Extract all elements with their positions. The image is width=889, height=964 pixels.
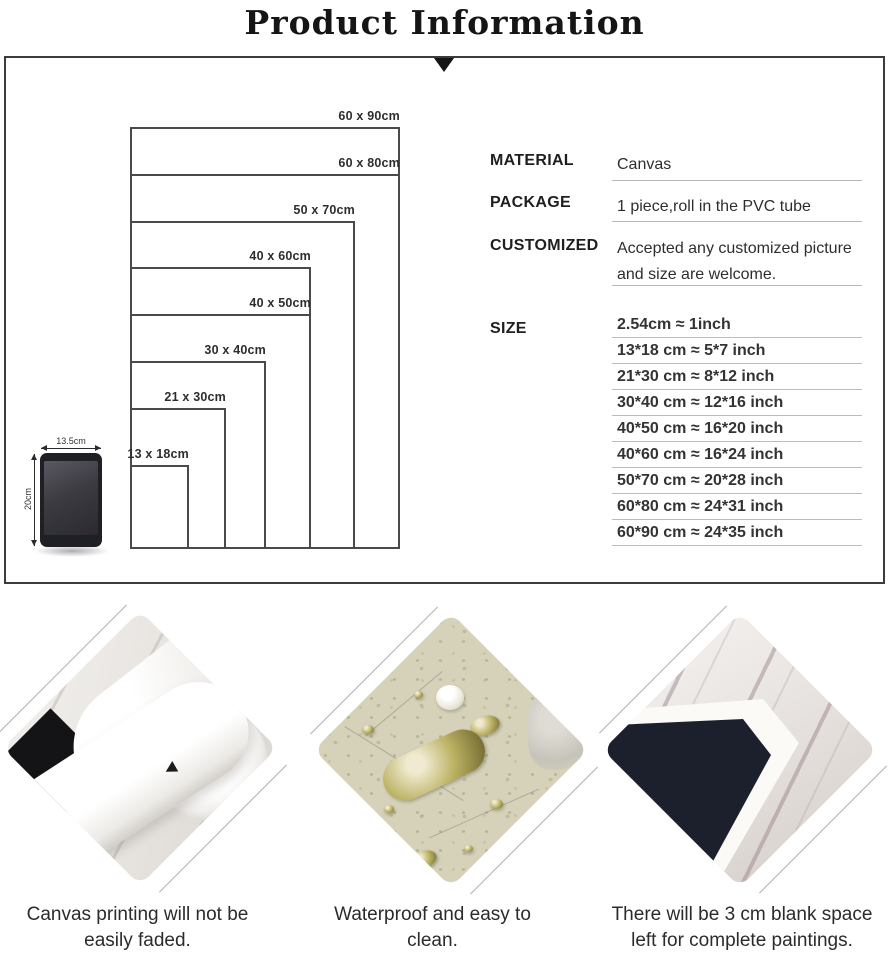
height-arrow [34, 454, 35, 546]
customized-label: CUSTOMIZED [490, 237, 599, 254]
photo-content [314, 613, 588, 887]
size-label-40x60: 40 x 60cm [249, 249, 311, 263]
water-droplet [362, 725, 374, 734]
divider [612, 285, 862, 286]
size-conversion-row: 40*50 cm ≈ 16*20 inch [612, 416, 862, 442]
tablet-image [40, 453, 102, 547]
size-conversion-row: 60*80 cm ≈ 24*31 inch [612, 494, 862, 520]
feature-photo-canvas-roll [3, 611, 277, 885]
feature-caption-fade: Canvas printing will not be easily faded. [26, 904, 249, 951]
divider [612, 180, 862, 181]
water-droplet [436, 685, 464, 710]
feature-photo-waterproof [314, 613, 588, 887]
photo-content [603, 613, 877, 887]
size-conversion-row: 21*30 cm ≈ 8*12 inch [612, 364, 862, 390]
down-arrow-icon [434, 58, 454, 72]
size-rect-13x18 [130, 465, 189, 549]
size-conversion-row: 50*70 cm ≈ 20*28 inch [612, 468, 862, 494]
water-droplet [384, 805, 394, 813]
size-label-30x40: 30 x 40cm [204, 343, 266, 357]
width-arrow [41, 448, 101, 449]
water-droplet [464, 845, 473, 852]
size-label-40x50: 40 x 50cm [249, 296, 311, 310]
feature-photo-blank-space [603, 613, 877, 887]
size-label-60x90: 60 x 90cm [338, 109, 400, 123]
material-label: MATERIAL [490, 152, 574, 169]
water-droplet [490, 799, 503, 809]
size-label-21x30: 21 x 30cm [164, 390, 226, 404]
size-conversion-row: 60*90 cm ≈ 24*35 inch [612, 520, 862, 546]
page-title: Product Information [244, 3, 645, 42]
package-label: PACKAGE [490, 194, 571, 211]
tablet-width-label: 13.5cm [56, 436, 86, 446]
material-value: Canvas [617, 156, 672, 173]
feature-caption-waterproof: Waterproof and easy to clean. [334, 904, 531, 951]
photo-content [3, 611, 277, 885]
water-splash [528, 688, 588, 770]
water-droplet [414, 691, 423, 698]
size-conversion-row: 13*18 cm ≈ 5*7 inch [612, 338, 862, 364]
size-conversion-row: 40*60 cm ≈ 16*24 inch [612, 442, 862, 468]
tablet-screen [44, 461, 98, 535]
feature-caption-blank-space: There will be 3 cm blank space left for complete paintings. [611, 904, 873, 951]
customized-value: Accepted any customized picture and size are welcome. [617, 240, 852, 283]
size-label-13x18: 13 x 18cm [127, 447, 189, 461]
size-label-50x70: 50 x 70cm [293, 203, 355, 217]
size-table-label: SIZE [490, 320, 527, 337]
size-conversion-row: 2.54cm ≈ 1inch [612, 312, 862, 338]
tablet-height-label: 20cm [23, 488, 33, 511]
divider [612, 221, 862, 222]
package-value: 1 piece,roll in the PVC tube [617, 198, 811, 215]
size-conversion-row: 30*40 cm ≈ 12*16 inch [612, 390, 862, 416]
size-label-60x80: 60 x 80cm [338, 156, 400, 170]
